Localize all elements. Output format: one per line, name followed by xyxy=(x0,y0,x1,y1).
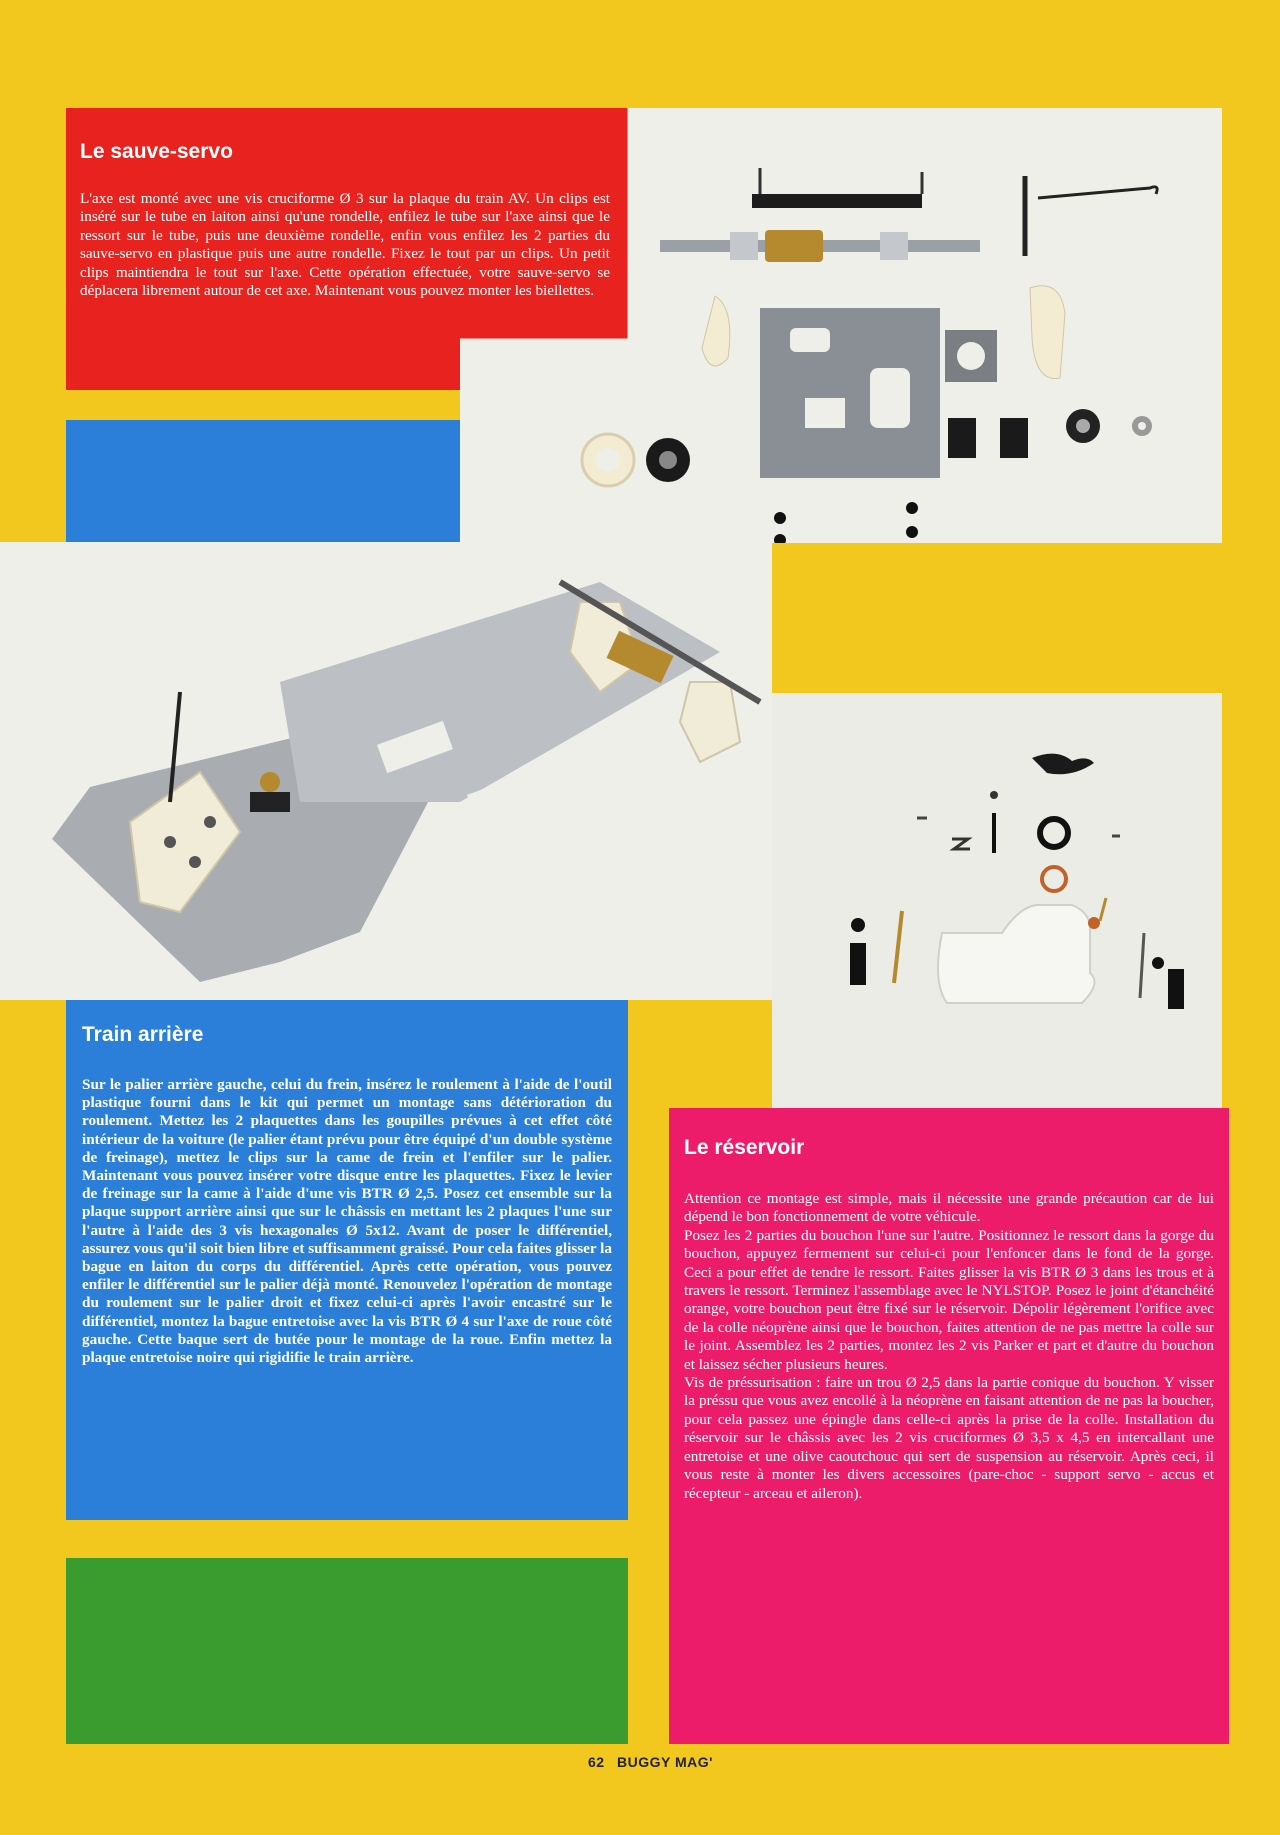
reservoir-parts-illustration xyxy=(772,693,1222,1108)
page-footer xyxy=(588,1754,713,1770)
reservoir-body xyxy=(684,1190,1214,1503)
train-arriere-section xyxy=(66,1000,628,1520)
blue-block-top xyxy=(66,420,471,542)
reservoir-paragraph-assembly: Posez les 2 parties du bouchon l'une sur l'autre. Positionnez le ressort dans la gorge du bouchon, appuyez fermement sur celui-ci pour l'enfoncer dans le fond de la gorge. Ceci a pour effet de tendre le ressort. Faites glisser la vis BTR Ø 3 dans les trous et à travers le ressort. Terminez l'assemblage avec le NYLSTOP. Posez le joint d'étanchéité orange, votre bouchon peut être fixé sur le réservoir. Dépolir légèrement l'orifice avec de la colle néoprène ainsi que le bouchon, faites attention de ne pas mettre la colle sur le joint. Assemblez les 2 parties, montez les 2 vis Parker et part et d'autre du bouchon et laissez sécher plusieurs heures. xyxy=(684,1226,1214,1373)
page-number: 62 xyxy=(588,1754,605,1770)
reservoir-paragraph-intro: Attention ce montage est simple, mais il nécessite une grande précaution car de lui dépend le bon fonctionnement de votre véhicule. xyxy=(684,1190,1214,1226)
reservoir-section xyxy=(669,1108,1229,1744)
photo-chassis-assembly xyxy=(0,542,772,1000)
reservoir-paragraph-pressurisation: Vis de préssurisation : faire un trou Ø 2,5 dans la partie conique du bouchon. Y visser la préssu que vous avez encollé à la néoprène en faisant attention de ne pas la boucher, pour cela passez une épingle dans celle-ci après la prise de la colle. Installation du réservoir sur le châssis avec les 2 vis cruciformes Ø 3,5 x 4,5 en intercallant une entretoise et une olive caoutchouc qui sert de suspension au réservoir. Après ceci, il vous reste à monter les divers accessoires (pare-choc - support servo - accus et récepteur - arceau et aileron). xyxy=(684,1374,1214,1502)
green-block-bottom xyxy=(66,1558,628,1744)
chassis-illustration xyxy=(0,542,772,1000)
photo-reservoir-parts xyxy=(772,693,1222,1108)
train-arriere-title: Train arrière xyxy=(82,1023,204,1046)
sauve-servo-title: Le sauve-servo xyxy=(80,140,233,163)
reservoir-title: Le réservoir xyxy=(684,1136,805,1159)
sauve-servo-body: L'axe est monté avec une vis cruciforme Ø 3 sur la plaque du train AV. Un clips est inséré sur le tube en laiton ainsi qu'une rondelle, enfilez le tube sur l'axe ainsi que le ressort sur le tube, puis une deuxième rondelle, enfin vous enfilez les 2 parties du sauve-servo en plastique puis une autre rondelle. Fixez le tout par un clips. Un petit clips maintiendra le tout sur l'axe. Cette opération effectuée, votre sauve-servo se déplacera librement autour de cet axe. Maintenant vous pouvez monter les biellettes. xyxy=(80,190,610,300)
train-arriere-body: Sur le palier arrière gauche, celui du frein, insérez le roulement à l'aide de l'outil plastique fourni dans le kit qui permet un montage sans détérioration du roulement. Mettez les 2 plaquettes dans les goupilles prévues à cet effet côté intérieur de la voiture (le palier étant prévu pour être équipé d'un double système de freinage), mettez le clips sur la came de frein et l'enfiler sur le palier. Maintenant vous pouvez insérer votre disque entre les plaquettes. Fixez le levier de freinage sur la came à l'aide d'une vis BTR Ø 2,5. Posez cet ensemble sur la plaque support arrière ainsi que sur le châssis en mettant les 2 plaques l'une sur l'autre à l'aide des 3 vis hexagonales Ø 5x12. Avant de poser le différentiel, assurez vous qu'il soit bien libre et suffisamment graissé. Pour cela faites glisser la bague en laiton du corps du différentiel. Après cette opération, vous pouvez enfiler le différentiel sur le palier déjà monté. Renouvelez l'opération de montage du roulement sur le palier droit et fixez celui-ci après l'avoir encastré sur le différentiel, montez la bague entretoise avec la vis BTR Ø 4 sur l'axe de roue côté gauche. Cette baque sert de butée pour le montage de la roue. Enfin mettez la plaque entretoise noire qui rigidifie le train arrière. xyxy=(82,1076,612,1367)
magazine-name: BUGGY MAG' xyxy=(616,1754,713,1770)
